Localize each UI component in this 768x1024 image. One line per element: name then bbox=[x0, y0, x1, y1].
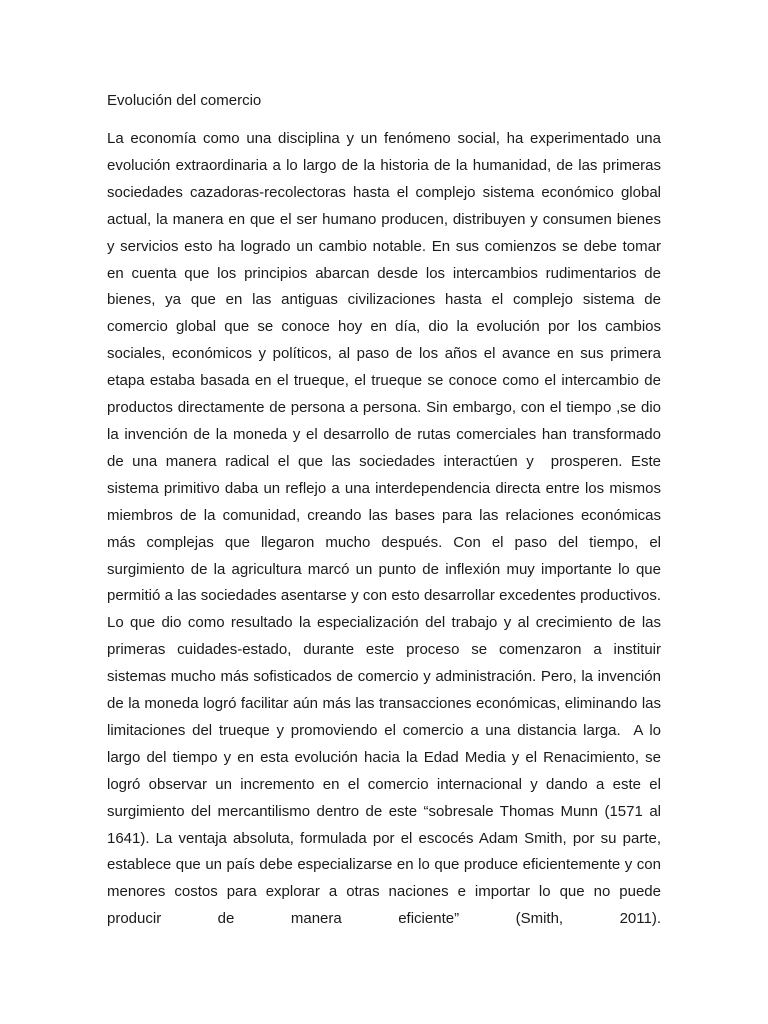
document-title: Evolución del comercio bbox=[107, 92, 262, 109]
body-paragraph: La economía como una disciplina y un fenómeno social, ha experimentado una evolución extraordinaria a lo largo de la historia de la humanidad, de las primeras sociedades cazadoras-recolectoras hasta el complejo sistema económico global actual, la manera en que el ser humano producen, distribuyen y consumen bienes y servicios esto ha logrado un cambio notable. En sus comienzos se debe tomar en cuenta que los principios abarcan desde los intercambios rudimentarios de bienes, ya que en las antiguas civilizaciones hasta el complejo sistema de comercio global que se conoce hoy en día, dio la evolución por los cambios sociales, económicos y políticos, al paso de los años el avance en sus primera etapa estaba basada en el trueque, el trueque se conoce como el intercambio de productos directamente de persona a persona. Sin embargo, con el tiempo ,se dio la invención de la moneda y el desarrollo de rutas comerciales han transformado de una manera radical el que las sociedades interactúen y prosperen. Este sistema primitivo daba un reflejo a una interdependencia directa entre los mismos miembros de la comunidad, creando las bases para las relaciones económicas más complejas que llegaron mucho después. Con el paso del tiempo, el surgimiento de la agricultura marcó un punto de inflexión muy importante lo que permitió a las sociedades asentarse y con esto desarrollar excedentes productivos. Lo que dio como resultado la especialización del trabajo y al crecimiento de las primeras cuidades-estado, durante este proceso se comenzaron a instituir sistemas mucho más sofisticados de comercio y administración. Pero, la invención de la moneda logró facilitar aún más las transacciones económicas, eliminando las limitaciones del trueque y promoviendo el comercio a una distancia larga. A lo largo del tiempo y en esta evolución hacia la Edad Media y el Renacimiento, se logró observar un incremento en el comercio internacional y dando a este el surgimiento del mercantilismo dentro de este “sobresale Thomas Munn (1571 al 1641). La ventaja absoluta, formulada por el escocés Adam Smith, por su parte, establece que un país debe especializarse en lo que produce eficientemente y con menores costos para explorar a otras naciones e importar lo que no puede producir de manera eficiente” (Smith, 2011). bbox=[107, 130, 666, 928]
